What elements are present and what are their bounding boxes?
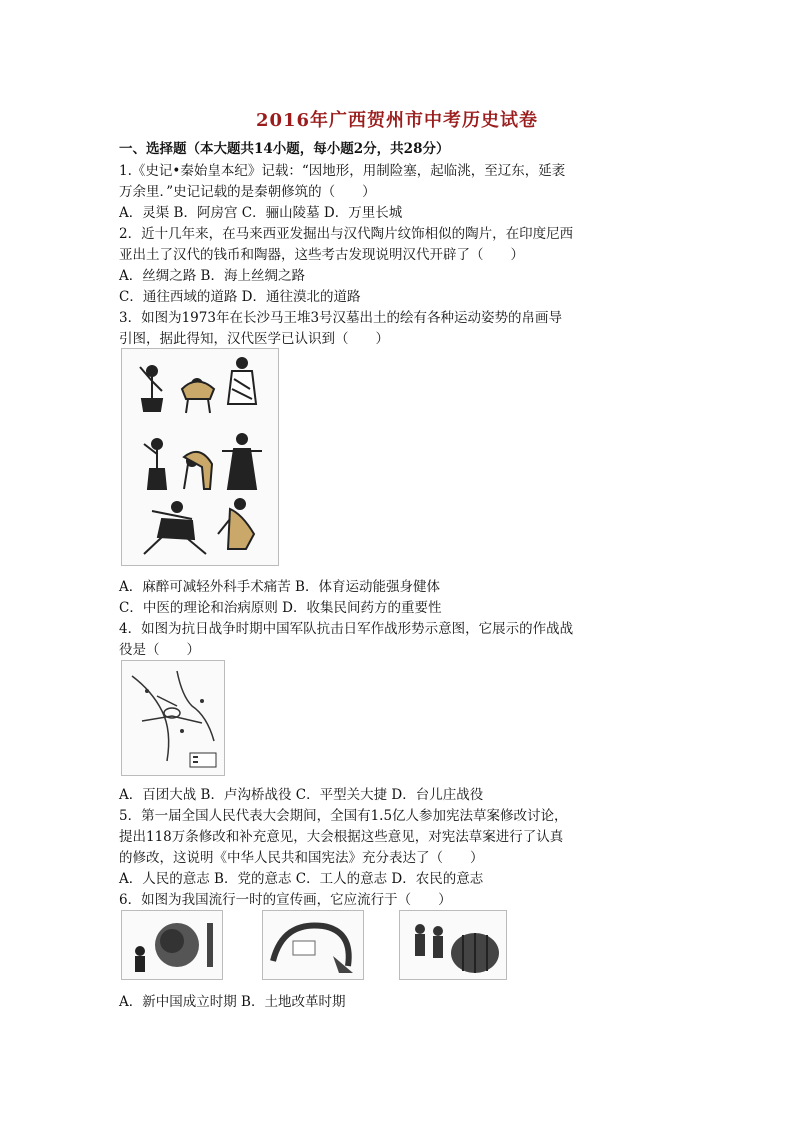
section-heading: 一、选择题（本大题共14小题，每小题2分，共28分） <box>119 141 450 157</box>
q5-options: A．人民的意志 B．党的意志 C．工人的意志 D．农民的意志 <box>119 871 484 887</box>
q4-line1: 4．如图为抗日战争时期中国军队抗击日军作战形势示意图，它展示的作战战 <box>119 621 574 637</box>
q2-line1: 2．近十几年来，在马来西亚发掘出与汉代陶片纹饰相似的陶片，在印度尼西 <box>119 226 574 242</box>
poster-3-image <box>400 911 506 979</box>
q6-options-1: A．新中国成立时期 B．土地改革时期 <box>119 994 346 1010</box>
battle-map-image <box>122 661 224 775</box>
q3-line1: 3．如图为1973年在长沙马王堆3号汉墓出土的绘有各种运动姿势的帛画导 <box>119 310 563 326</box>
exam-title: 2016年广西贺州市中考历史试卷 <box>255 110 539 131</box>
q3-options-2: C．中医的理论和治病原则 D．收集民间药方的重要性 <box>119 600 442 616</box>
q2-line2: 亚出土了汉代的钱币和陶器，这些考古发现说明汉代开辟了（ ） <box>119 247 524 263</box>
q6-line1: 6．如图为我国流行一时的宣传画，它应流行于（ ） <box>119 892 452 908</box>
q1-line2: 万余里．”史记记载的是秦朝修筑的（ ） <box>119 184 376 200</box>
silk-painting-figure <box>121 348 279 566</box>
q5-line1: 5．第一届全国人民代表大会期间，全国有1.5亿人参加宪法草案修改讨论， <box>119 808 568 824</box>
q4-line2: 役是（ ） <box>119 642 200 658</box>
q2-options-2: C．通往西域的道路 D．通往漠北的道路 <box>119 289 361 305</box>
q3-options-1: A．麻醉可减轻外科手术痛苦 B．体育运动能强身健体 <box>119 579 440 595</box>
q2-options-1: A．丝绸之路 B．海上丝绸之路 <box>119 268 305 284</box>
poster-2-image <box>263 911 363 979</box>
q5-line2: 提出118万条修改和补充意见，大会根据这些意见，对宪法草案进行了认真 <box>119 829 564 845</box>
q4-options: A．百团大战 B．卢沟桥战役 C．平型关大捷 D．台儿庄战役 <box>119 787 484 803</box>
exercise-figures-image <box>122 349 278 565</box>
battle-map-figure <box>121 660 225 776</box>
poster-2-figure <box>262 910 364 980</box>
poster-1-image <box>122 911 222 979</box>
q1-options: A．灵渠 B．阿房宫 C．骊山陵墓 D．万里长城 <box>119 205 403 221</box>
poster-1-figure <box>121 910 223 980</box>
q1-line1: 1.《史记•秦始皇本纪》记载：“因地形，用制险塞，起临洮，至辽东，延袤 <box>119 163 566 179</box>
q3-line2: 引图，据此得知，汉代医学已认识到（ ） <box>119 331 389 347</box>
q5-line3: 的修改，这说明《中华人民共和国宪法》充分表达了（ ） <box>119 850 484 866</box>
poster-3-figure <box>399 910 507 980</box>
